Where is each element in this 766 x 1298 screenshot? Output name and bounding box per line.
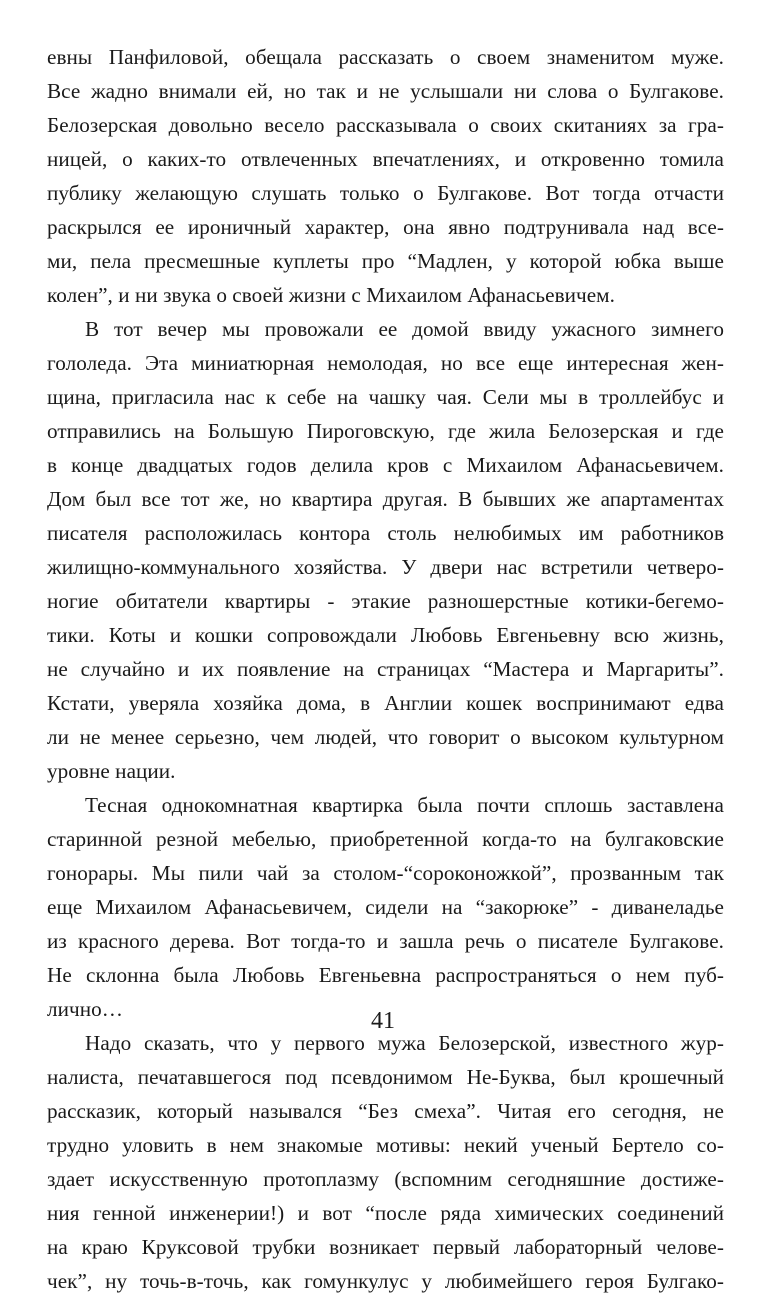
text-line: Дом был все тот же, но квартира другая. В бывших же апартаментах (47, 487, 724, 511)
text-line: Тесная однокомнатная квартирка была почти сплошь заставлена (85, 793, 724, 817)
text-line: писателя расположилась контора столь нелюбимых им работников (47, 521, 724, 545)
text-line: Все жадно внимали ей, но так и не услышали ни слова о Булгакове. (47, 79, 724, 103)
text-line: В тот вечер мы провожали ее домой ввиду ужасного зимнего (85, 317, 724, 341)
text-line: старинной резной мебелью, приобретенной когда-то на булгаковские (47, 827, 724, 851)
text-line: еще Михаилом Афанасьевичем, сидели на “закорюке” - диванеладье (47, 895, 724, 919)
text-line: здает искусственную протоплазму (вспомним сегодняшние достиже- (47, 1167, 724, 1191)
text-line: налиста, печатавшегося под псевдонимом Не-Буква, был крошечный (47, 1065, 724, 1089)
text-line: ми, пела пресмешные куплеты про “Мадлен, у которой юбка выше (47, 249, 724, 273)
text-line: публику желающую слушать только о Булгакове. Вот тогда отчасти (47, 181, 724, 205)
text-line: ницей, о каких-то отвлеченных впечатлениях, и откровенно томила (47, 147, 724, 171)
text-line: евны Панфиловой, обещала рассказать о своем знаменитом муже. (47, 45, 724, 69)
text-line: гололеда. Эта миниатюрная немолодая, но все еще интересная жен- (47, 351, 724, 375)
book-page (47, 40, 724, 1298)
text-line: чек”, ну точь-в-точь, как гомункулус у любимейшего героя Булгако- (47, 1269, 724, 1293)
text-line: лично… (47, 997, 123, 1021)
text-line: в конце двадцатых годов делила кров с Михаилом Афанасьевичем. (47, 453, 724, 477)
text-line: не случайно и их появление на страницах “Мастера и Маргариты”. (47, 657, 724, 681)
text-line: тики. Коты и кошки сопровождали Любовь Евгеньевну всю жизнь, (47, 623, 724, 647)
text-line: ногие обитатели квартиры - этакие разношерстные котики-бегемо- (47, 589, 724, 613)
paragraph (47, 788, 724, 1026)
text-line: Не склонна была Любовь Евгеньевна распространяться о нем пуб- (47, 963, 724, 987)
page-number: 41 (371, 1008, 395, 1034)
paragraph (47, 312, 724, 788)
text-line: ли не менее серьезно, чем людей, что говорит о высоком культурном (47, 725, 724, 749)
text-line: щина, пригласила нас к себе на чашку чая. Сели мы в троллейбус и (47, 385, 724, 409)
text-line: гонорары. Мы пили чай за столом-“сороконожкой”, прозванным так (47, 861, 724, 885)
paragraph (47, 40, 724, 312)
text-line: Надо сказать, что у первого мужа Белозерской, известного жур- (85, 1031, 724, 1055)
text-line: из красного дерева. Вот тогда-то и зашла речь о писателе Булгакове. (47, 929, 724, 953)
text-line: трудно уловить в нем знакомые мотивы: некий ученый Бертело со- (47, 1133, 724, 1157)
text-line: колен”, и ни звука о своей жизни с Михаилом Афанасьевичем. (47, 283, 615, 307)
text-line: Кстати, уверяла хозяйка дома, в Англии кошек воспринимают едва (47, 691, 724, 715)
text-line: Белозерская довольно весело рассказывала о своих скитаниях за гра- (47, 113, 724, 137)
paragraph (47, 1026, 724, 1298)
text-line: отправились на Большую Пироговскую, где жила Белозерская и где (47, 419, 724, 443)
text-line: раскрылся ее ироничный характер, она явно подтрунивала над все- (47, 215, 724, 239)
text-line: ния генной инженерии!) и вот “после ряда химических соединений (47, 1201, 724, 1225)
text-line: жилищно-коммунального хозяйства. У двери нас встретили четверо- (47, 555, 724, 579)
text-line: на краю Круксовой трубки возникает первый лабораторный челове- (47, 1235, 724, 1259)
text-line: рассказик, который назывался “Без смеха”. Читая его сегодня, не (47, 1099, 724, 1123)
text-line: уровне нации. (47, 759, 176, 783)
